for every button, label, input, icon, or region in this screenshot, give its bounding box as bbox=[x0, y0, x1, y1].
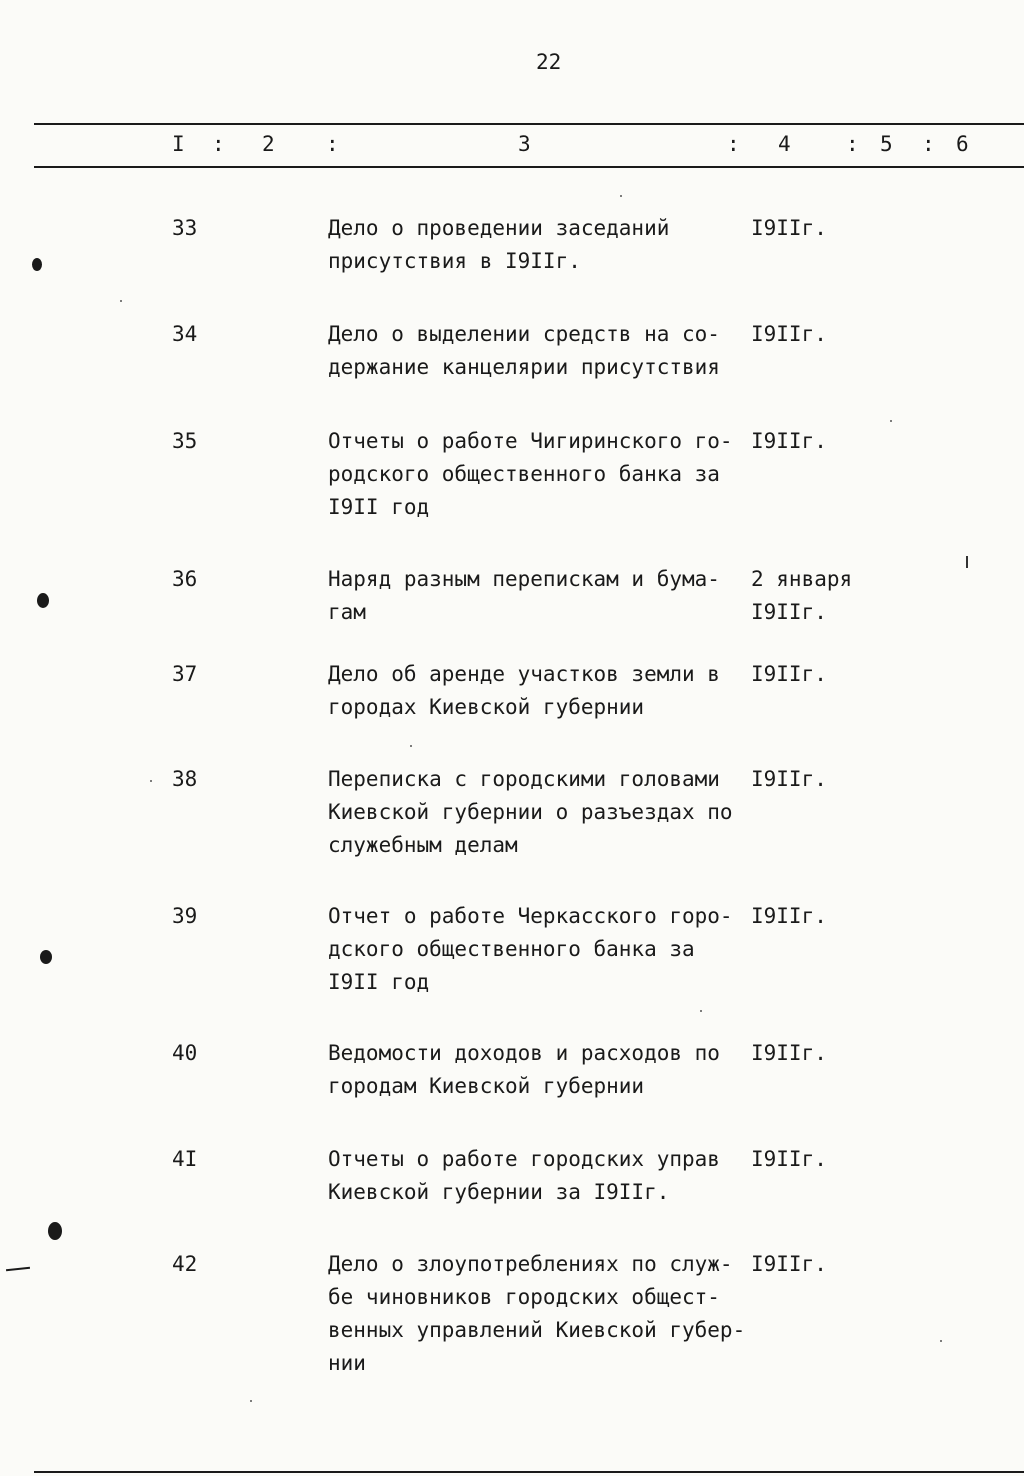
record-number: 4I bbox=[172, 1147, 198, 1171]
record-title-line: Дело об аренде участков земли в bbox=[328, 662, 720, 686]
record-date bbox=[751, 318, 891, 351]
record-date-line: 2 января bbox=[751, 567, 853, 591]
record-date bbox=[751, 1248, 891, 1281]
scan-blot bbox=[48, 1222, 62, 1240]
record-title-line: служебным делам bbox=[328, 833, 518, 857]
record-title-line: Ведомости доходов и расходов по bbox=[328, 1041, 720, 1065]
record-date-line: I9IIг. bbox=[751, 600, 827, 624]
record-title-line: I9II год bbox=[328, 495, 430, 519]
scan-speck bbox=[150, 780, 152, 782]
record-title-line: Киевской губернии о разъездах по bbox=[328, 800, 733, 824]
record-title-line: городам Киевской губернии bbox=[328, 1074, 645, 1098]
record-title-line: присутствия в I9IIг. bbox=[328, 249, 581, 273]
footer-rule bbox=[34, 1471, 1024, 1473]
column-header-6: 6 bbox=[956, 132, 969, 156]
record-date bbox=[751, 563, 891, 629]
record-title bbox=[328, 563, 758, 629]
record-title-line: Переписка с городскими головами bbox=[328, 767, 720, 791]
scan-speck bbox=[410, 745, 412, 747]
record-title bbox=[328, 900, 758, 999]
scan-mark bbox=[966, 556, 968, 568]
scan-blot bbox=[32, 258, 42, 271]
scan-speck bbox=[940, 1340, 942, 1342]
record-title-line: родского общественного банка за bbox=[328, 462, 720, 486]
record-title-line: венных управлений Киевской губер- bbox=[328, 1318, 746, 1342]
record-date bbox=[751, 1143, 891, 1176]
scan-speck bbox=[620, 195, 622, 197]
scan-speck bbox=[120, 300, 122, 302]
scan-speck bbox=[700, 1010, 702, 1012]
scan-mark bbox=[6, 1267, 30, 1271]
record-title-line: Отчеты о работе Чигиринского го- bbox=[328, 429, 733, 453]
record-date bbox=[751, 425, 891, 458]
record-date bbox=[751, 1037, 891, 1070]
record-date bbox=[751, 763, 891, 796]
record-date-line: I9IIг. bbox=[751, 1041, 827, 1065]
record-title bbox=[328, 1248, 758, 1380]
record-title-line: Дело о злоупотреблениях по служ- bbox=[328, 1252, 733, 1276]
record-title-line: дского общественного банка за bbox=[328, 937, 695, 961]
record-date-line: I9IIг. bbox=[751, 429, 827, 453]
record-number: 33 bbox=[172, 216, 198, 240]
record-title-line: Дело о проведении заседаний bbox=[328, 216, 670, 240]
column-separator: : bbox=[326, 132, 339, 156]
record-title-line: I9II год bbox=[328, 970, 430, 994]
scan-speck bbox=[250, 1400, 252, 1402]
column-header-2: 2 bbox=[262, 132, 275, 156]
record-title-line: нии bbox=[328, 1351, 366, 1375]
record-title-line: держание канцелярии присутствия bbox=[328, 355, 720, 379]
record-date-line: I9IIг. bbox=[751, 767, 827, 791]
page-number: 22 bbox=[536, 50, 562, 74]
record-date bbox=[751, 900, 891, 933]
column-separator: : bbox=[922, 132, 935, 156]
record-title-line: Дело о выделении средств на со- bbox=[328, 322, 720, 346]
record-title-line: Отчет о работе Черкасского горо- bbox=[328, 904, 733, 928]
column-separator: : bbox=[212, 132, 225, 156]
record-number: 37 bbox=[172, 662, 198, 686]
record-title-line: Наряд разным перепискам и бума- bbox=[328, 567, 720, 591]
scan-blot bbox=[40, 950, 52, 964]
record-title-line: бе чиновников городских общест- bbox=[328, 1285, 720, 1309]
record-date bbox=[751, 658, 891, 691]
record-number: 42 bbox=[172, 1252, 198, 1276]
scan-blot bbox=[37, 593, 49, 608]
record-date-line: I9IIг. bbox=[751, 662, 827, 686]
record-number: 38 bbox=[172, 767, 198, 791]
scan-speck bbox=[890, 420, 892, 422]
record-date-line: I9IIг. bbox=[751, 216, 827, 240]
record-number: 35 bbox=[172, 429, 198, 453]
record-title bbox=[328, 1037, 758, 1103]
record-title bbox=[328, 658, 758, 724]
column-header-4: 4 bbox=[778, 132, 791, 156]
record-number: 39 bbox=[172, 904, 198, 928]
record-number: 34 bbox=[172, 322, 198, 346]
record-date bbox=[751, 212, 891, 245]
header-rule-top bbox=[34, 123, 1024, 125]
column-separator: : bbox=[727, 132, 740, 156]
record-number: 36 bbox=[172, 567, 198, 591]
record-title bbox=[328, 318, 758, 384]
record-title bbox=[328, 763, 758, 862]
record-title-line: Киевской губернии за I9IIг. bbox=[328, 1180, 670, 1204]
column-header-5: 5 bbox=[880, 132, 893, 156]
record-date-line: I9IIг. bbox=[751, 1252, 827, 1276]
record-date-line: I9IIг. bbox=[751, 1147, 827, 1171]
record-date-line: I9IIг. bbox=[751, 322, 827, 346]
column-header-3: 3 bbox=[518, 132, 531, 156]
record-title bbox=[328, 212, 758, 278]
record-title-line: гам bbox=[328, 600, 366, 624]
column-separator: : bbox=[846, 132, 859, 156]
record-number: 40 bbox=[172, 1041, 198, 1065]
header-rule-bottom bbox=[34, 166, 1024, 168]
record-date-line: I9IIг. bbox=[751, 904, 827, 928]
column-header-1: I bbox=[172, 132, 185, 156]
record-title bbox=[328, 425, 758, 524]
record-title-line: городах Киевской губернии bbox=[328, 695, 645, 719]
record-title-line: Отчеты о работе городских управ bbox=[328, 1147, 720, 1171]
record-title bbox=[328, 1143, 758, 1209]
